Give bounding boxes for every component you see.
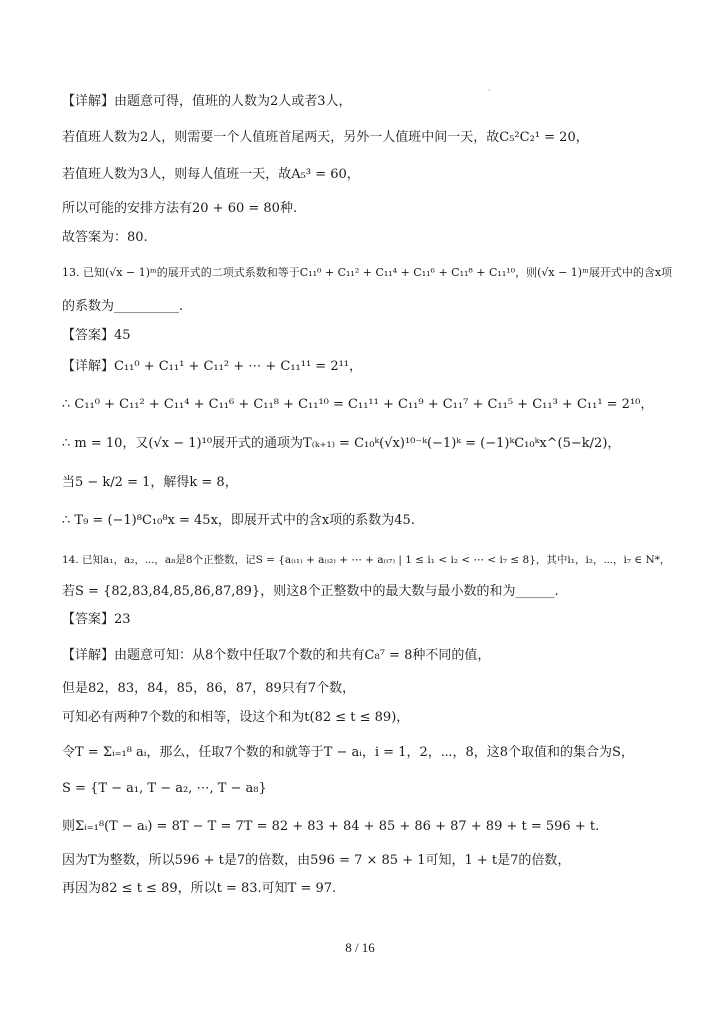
- line-24: 再因为82 ≤ t ≤ 89，所以t = 83.可知T = 97.: [62, 881, 337, 896]
- line-19: 可知必有两种7个数的和相等，设这个和为t(82 ≤ t ≤ 89)，: [62, 710, 410, 725]
- stray-mark: ·: [488, 86, 491, 95]
- question-14: 14. 已知a₁，a₂，⋯，a₈是8个正整数，记S = {a₍ᵢ₁₎ + a₍ᵢ₂₎ + ⋯ + a₍ᵢ₇₎ | 1 ≤ i₁ < i₂ < ⋯ < i₇ ≤ 8}，其中i₁，i₂，⋯，i₇ ∈ N*，: [62, 554, 671, 566]
- page-number: 8 / 16: [345, 940, 375, 955]
- answer-13: 【答案】45: [62, 328, 131, 343]
- line-2: 若值班人数为2人，则需要一个人值班首尾两天，另外一人值班中间一天，故C₅²C₂¹ = 20，: [62, 130, 589, 145]
- line-17: 【详解】由题意可知：从8个数中任取7个数的和共有C₈⁷ = 8种不同的值，: [62, 648, 491, 663]
- question-13: 13. 已知(√x − 1)ᵐ的展开式的二项式系数和等于C₁₁⁰ + C₁₁² + C₁₁⁴ + C₁₁⁶ + C₁₁⁸ + C₁₁¹⁰，则(√x − 1)ᵐ展开式中的含x项: [62, 266, 673, 279]
- line-3: 若值班人数为3人，则每人值班一天，故A₅³ = 60，: [62, 167, 360, 182]
- line-12: 当5 − k/2 = 1，解得k = 8，: [62, 475, 238, 490]
- line-9: 【详解】C₁₁⁰ + C₁₁¹ + C₁₁² + ⋯ + C₁₁¹¹ = 2¹¹，: [62, 359, 363, 374]
- line-7: 的系数为__________.: [62, 299, 184, 314]
- answer-14: 【答案】23: [62, 612, 131, 627]
- line-10: ∴ C₁₁⁰ + C₁₁² + C₁₁⁴ + C₁₁⁶ + C₁₁⁸ + C₁₁¹⁰ = C₁₁¹¹ + C₁₁⁹ + C₁₁⁷ + C₁₁⁵ + C₁₁³ + C₁₁¹ = 2¹⁰，: [62, 397, 654, 412]
- line-5: 故答案为：80.: [62, 230, 148, 245]
- line-1: 【详解】由题意可得，值班的人数为2人或者3人，: [62, 94, 352, 109]
- line-4: 所以可能的安排方法有20 + 60 = 80种.: [62, 201, 298, 216]
- line-21: S = {T − a₁, T − a₂, ⋯, T − a₈}: [62, 781, 267, 796]
- line-15: 若S = {82,83,84,85,86,87,89}，则这8个正整数中的最大数与最小数的和为______.: [62, 584, 559, 599]
- line-11: ∴ m = 10，又(√x − 1)¹⁰展开式的通项为T₍ₖ₊₁₎ = C₁₀ᵏ(√x)¹⁰⁻ᵏ(−1)ᵏ = (−1)ᵏC₁₀ᵏx^(5−k/2)，: [62, 436, 621, 451]
- line-23: 因为T为整数，所以596 + t是7的倍数，由596 = 7 × 85 + 1可知，1 + t是7的倍数，: [62, 853, 571, 868]
- line-20: 令T = Σᵢ₌₁⁸ aᵢ，那么，任取7个数的和就等于T − aᵢ，i = 1，2，⋯，8，这8个取值和的集合为S，: [62, 745, 634, 760]
- line-13: ∴ T₉ = (−1)⁸C₁₀⁸x = 45x，即展开式中的含x项的系数为45.: [62, 513, 415, 528]
- line-18: 但是82，83，84，85，86，87，89只有7个数，: [62, 681, 356, 696]
- line-22: 则Σᵢ₌₁⁸(T − aᵢ) = 8T − T = 7T = 82 + 83 + 84 + 85 + 86 + 87 + 89 + t = 596 + t.: [62, 819, 600, 834]
